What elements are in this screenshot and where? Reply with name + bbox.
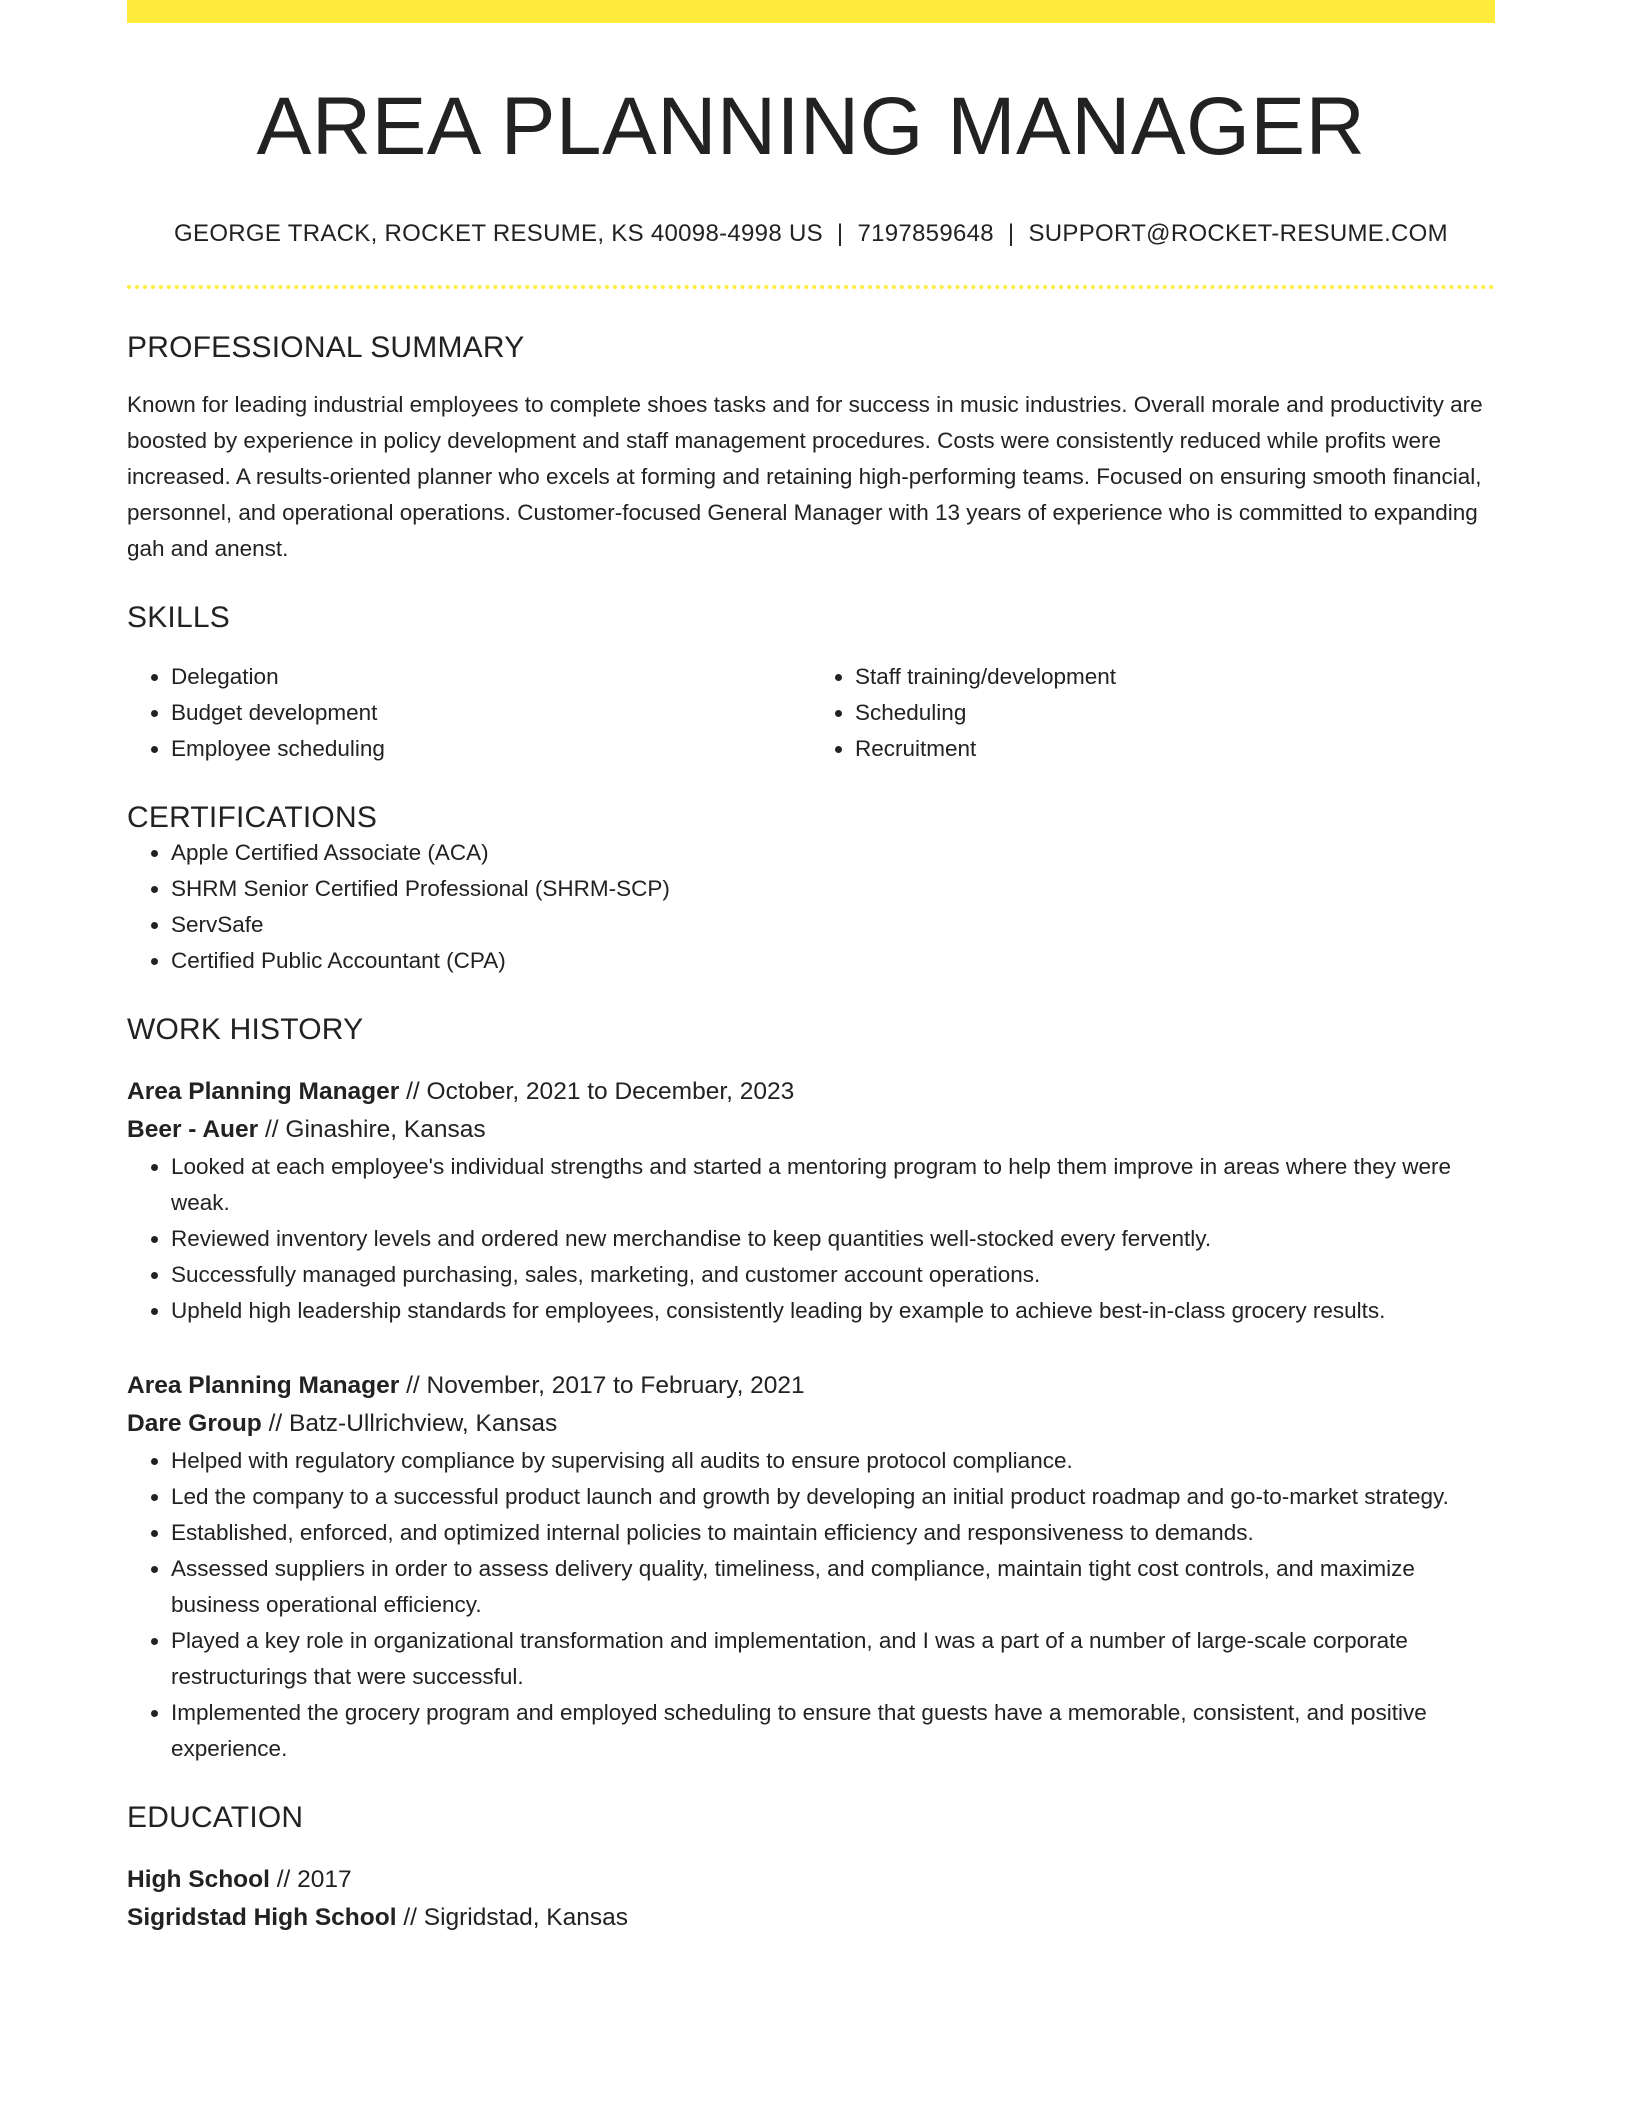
- certification-item: • SHRM Senior Certified Professional (SHRM-SCP): [171, 871, 1495, 907]
- skills-list-left: [127, 659, 811, 767]
- skills-list-right: [811, 659, 1495, 767]
- dotted-divider: [127, 285, 1495, 289]
- skills-grid: [127, 659, 1495, 767]
- job-company-line: [127, 1405, 1495, 1443]
- work-history-heading: WORK HISTORY: [127, 1013, 364, 1047]
- skill-item: • Scheduling: [855, 695, 1495, 731]
- summary-text: Known for leading industrial employees to complete shoes tasks and for success in music industries. Overall morale and productivity are boosted by experience in policy development and staff management procedures. Costs were consistently reduced while profits were increased. A results-oriented planner who excels at forming and retaining high-performing teams. Focused on ensuring smooth financial, personnel, and operational operations. Customer-focused General Manager with 13 years of experience who is committed to expanding gah and anenst.: [127, 392, 1483, 562]
- contact-line: [127, 220, 1495, 248]
- job-entry: [127, 1073, 1495, 1329]
- job-bullet: • Established, enforced, and optimized internal policies to maintain efficiency and responsiveness to demands.: [171, 1515, 1495, 1551]
- job-location: // Ginashire, Kansas: [258, 1116, 486, 1144]
- job-company: Beer - Auer: [127, 1116, 259, 1144]
- job-bullet: • Played a key role in organizational transformation and implementation, and I was a part of a number of large-scale corporate restructurings that were successful.: [171, 1623, 1495, 1695]
- job-title-line: [127, 1073, 1495, 1111]
- job-bullet: • Upheld high leadership standards for employees, consistently leading by example to achieve best-in-class grocery results.: [171, 1293, 1495, 1329]
- summary-heading: PROFESSIONAL SUMMARY: [127, 331, 525, 365]
- contact-separator: |: [836, 220, 844, 248]
- education-entry: [127, 1861, 1495, 1937]
- education-year: // 2017: [269, 1866, 352, 1894]
- job-company: Dare Group: [127, 1410, 262, 1438]
- resume-page: [127, 0, 1495, 1937]
- skill-item: • Budget development: [171, 695, 811, 731]
- job-title-line: [127, 1367, 1495, 1405]
- job-bullet: • Helped with regulatory compliance by supervising all audits to ensure protocol compliance.: [171, 1443, 1495, 1479]
- job-bullet: • Assessed suppliers in order to assess delivery quality, timeliness, and compliance, maintain tight cost controls, and maximize business operational efficiency.: [171, 1551, 1495, 1623]
- skill-item: • Employee scheduling: [171, 731, 811, 767]
- job-bullets: [127, 1149, 1495, 1329]
- job-location: // Batz-Ullrichview, Kansas: [261, 1410, 558, 1438]
- skill-item: • Delegation: [171, 659, 811, 695]
- job-dates: // October, 2021 to December, 2023: [399, 1078, 795, 1106]
- job-bullet: • Looked at each employee's individual strengths and started a mentoring program to help them improve in areas where they were weak.: [171, 1149, 1495, 1221]
- education-degree: High School: [127, 1866, 270, 1894]
- contact-separator: |: [1007, 220, 1015, 248]
- education-school: Sigridstad High School: [127, 1904, 397, 1932]
- job-title: Area Planning Manager: [127, 1372, 400, 1400]
- resume-title: AREA PLANNING MANAGER: [256, 81, 1366, 172]
- skill-item: • Staff training/development: [855, 659, 1495, 695]
- certification-item: • Apple Certified Associate (ACA): [171, 835, 1495, 871]
- job-bullet: • Reviewed inventory levels and ordered new merchandise to keep quantities well-stocked every fervently.: [171, 1221, 1495, 1257]
- certification-item: • ServSafe: [171, 907, 1495, 943]
- education-location: // Sigridstad, Kansas: [396, 1904, 629, 1932]
- contact-address: GEORGE TRACK, ROCKET RESUME, KS 40098-4998 US: [174, 220, 823, 248]
- job-bullet: • Led the company to a successful product launch and growth by developing an initial product roadmap and go-to-market strategy.: [171, 1479, 1495, 1515]
- accent-top-bar: [127, 0, 1495, 23]
- job-title: Area Planning Manager: [127, 1078, 400, 1106]
- education-heading: EDUCATION: [127, 1801, 304, 1835]
- job-company-line: [127, 1111, 1495, 1149]
- certifications-heading: CERTIFICATIONS: [127, 801, 378, 835]
- job-entry: [127, 1367, 1495, 1767]
- skills-heading: SKILLS: [127, 601, 230, 635]
- education-school-line: [127, 1899, 1495, 1937]
- job-bullet: • Successfully managed purchasing, sales, marketing, and customer account operations.: [171, 1257, 1495, 1293]
- certifications-list: [127, 835, 1495, 979]
- education-degree-line: [127, 1861, 1495, 1899]
- job-bullet: • Implemented the grocery program and employed scheduling to ensure that guests have a memorable, consistent, and positive experience.: [171, 1695, 1495, 1767]
- contact-phone: 7197859648: [857, 220, 994, 248]
- job-dates: // November, 2017 to February, 2021: [399, 1372, 805, 1400]
- contact-email: SUPPORT@ROCKET-RESUME.COM: [1028, 220, 1448, 248]
- skill-item: • Recruitment: [855, 731, 1495, 767]
- job-bullets: [127, 1443, 1495, 1767]
- certification-item: • Certified Public Accountant (CPA): [171, 943, 1495, 979]
